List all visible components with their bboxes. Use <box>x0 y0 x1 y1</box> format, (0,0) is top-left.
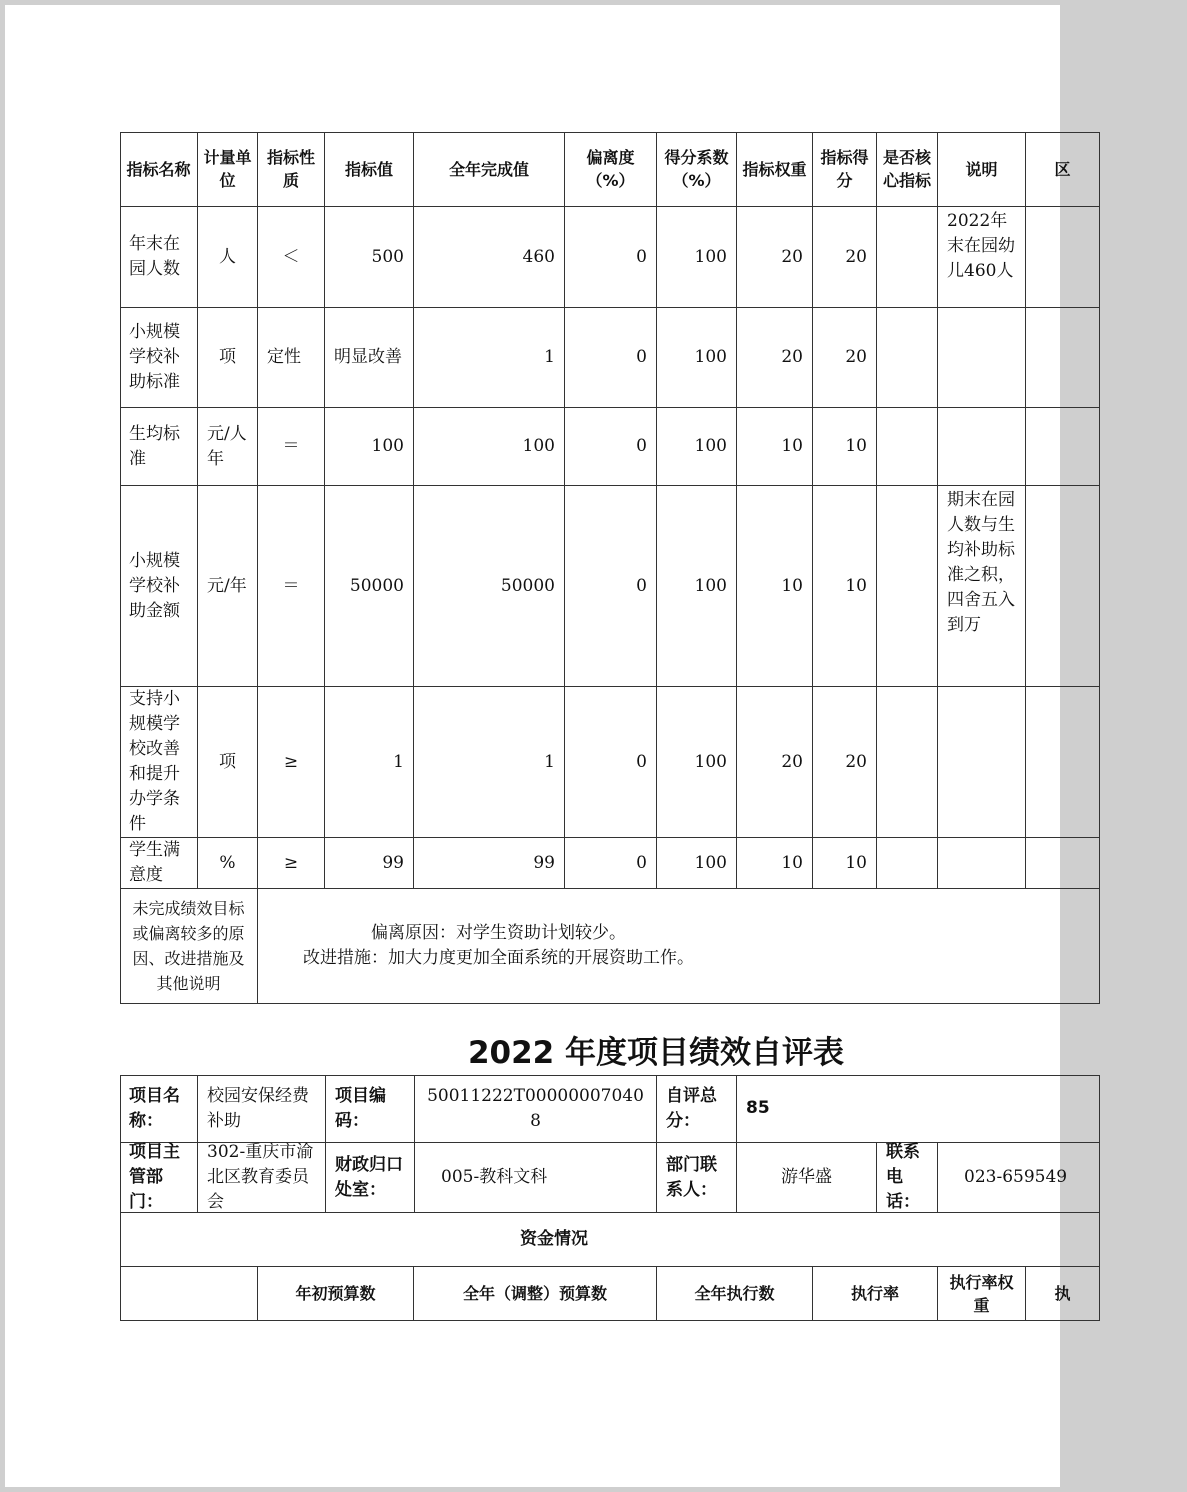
table-row-1-actual-text: 460 <box>522 246 555 267</box>
self-score-text: 85 <box>746 1098 770 1118</box>
table-row-2-unit-text: 项 <box>219 347 236 367</box>
header-weight-text: 指标权重 <box>742 159 807 179</box>
table-row-2-coef-text: 100 <box>694 347 727 367</box>
funds-header-6 <box>1026 1267 1100 1321</box>
project-code-label <box>326 1075 415 1143</box>
table-row-5-weight-text: 20 <box>781 751 803 772</box>
table-row-5-value-text: 1 <box>393 751 404 772</box>
header-target <box>325 132 414 207</box>
table-row-1-note-text: 2022年末在园幼儿460人 <box>947 211 1015 281</box>
table-row-2-nature <box>258 308 325 408</box>
table-row-1-extra <box>1026 207 1100 308</box>
header-coefficient-text: 得分系数（%） <box>664 148 729 190</box>
header-actual-text: 全年完成值 <box>448 159 529 179</box>
self-score <box>737 1075 1100 1143</box>
table-row-6-name-text: 学生满意度 <box>129 840 180 885</box>
table-row-2-coef <box>657 308 737 408</box>
table-row-3-weight <box>737 408 813 486</box>
finance <box>415 1143 657 1213</box>
table-row-4-nature <box>258 486 325 687</box>
table-row-5-unit <box>198 687 258 838</box>
table-row-5-unit-text: 项 <box>219 751 236 772</box>
table-row-3-score <box>813 408 877 486</box>
table-row-3-deviation <box>565 408 657 486</box>
funds-header-3-text: 全年执行数 <box>694 1284 775 1303</box>
table-row-5-nature <box>258 687 325 838</box>
project-code-text: 50011222T000000070408 <box>427 1085 644 1131</box>
document-page <box>5 5 1071 1487</box>
self-score-label <box>657 1075 737 1143</box>
table-row-6-score <box>813 838 877 889</box>
table-row-4-unit-text: 元/年 <box>207 575 247 596</box>
table-row-4-name <box>120 486 198 687</box>
funds-header-blank <box>120 1267 258 1321</box>
table-row-5-name-text: 支持小规模学校改善和提升办学条件 <box>129 689 180 834</box>
funds-header-4 <box>813 1267 938 1321</box>
table-row-2-value <box>325 308 414 408</box>
phone-label <box>877 1143 938 1213</box>
table-row-5-weight <box>737 687 813 838</box>
header-deviation <box>565 132 657 207</box>
project-name-text: 校园安保经费补助 <box>207 1085 309 1131</box>
table-row-5-actual <box>414 687 565 838</box>
funds-title <box>120 1213 1100 1267</box>
table-row-5-extra <box>1026 687 1100 838</box>
table-row-5-score-text: 20 <box>845 751 867 772</box>
table-row-5-coef-text: 100 <box>694 751 727 772</box>
funds-header-6-text: 执 <box>1054 1284 1071 1303</box>
phone-label-text: 联系电话： <box>886 1142 920 1212</box>
table-row-4-deviation <box>565 486 657 687</box>
header-note-text: 说明 <box>965 159 998 179</box>
header-note <box>938 132 1026 207</box>
table-row-1-core <box>877 207 938 308</box>
table-row-5-note <box>938 687 1026 838</box>
table-row-6-note <box>938 838 1026 889</box>
table-row-1-weight <box>737 207 813 308</box>
table-row-1-deviation-text: 0 <box>636 246 647 267</box>
table-row-3-name <box>120 408 198 486</box>
form-title: 2022 年度项目绩效自评表 <box>467 1035 845 1071</box>
finance-label-text: 财政归口处室： <box>335 1154 403 1200</box>
table-row-6-weight <box>737 838 813 889</box>
table-row-5-value <box>325 687 414 838</box>
header-weight <box>737 132 813 207</box>
remarks-reason: 偏离原因：对学生资助计划较少。 <box>371 923 626 943</box>
table-row-1-nature <box>258 207 325 308</box>
table-row-4-name-text: 小规模学校补助金额 <box>129 550 180 621</box>
project-name <box>198 1075 326 1143</box>
table-row-6-unit-text: % <box>219 852 236 873</box>
table-row-6-name <box>120 838 198 889</box>
table-row-1-score-text: 20 <box>845 246 867 267</box>
table-row-3-nature <box>258 408 325 486</box>
header-target-text: 指标值 <box>344 159 393 179</box>
table-row-3-nature-text: ＝ <box>282 436 300 456</box>
table-row-2-score <box>813 308 877 408</box>
header-actual <box>414 132 565 207</box>
project-name-label-text: 项目名称： <box>129 1085 180 1131</box>
table-row-2-weight <box>737 308 813 408</box>
table-row-6-coef <box>657 838 737 889</box>
table-row-6-core <box>877 838 938 889</box>
table-row-6-coef-text: 100 <box>694 852 727 873</box>
table-row-3-weight-text: 10 <box>781 436 803 456</box>
contact-label-text: 部门联系人： <box>666 1154 717 1200</box>
header-unit-text: 计量单位 <box>203 148 252 190</box>
funds-header-1-text: 年初预算数 <box>295 1284 376 1303</box>
table-row-3-value <box>325 408 414 486</box>
header-core <box>877 132 938 207</box>
table-row-2-name <box>120 308 198 408</box>
table-row-6-extra <box>1026 838 1100 889</box>
table-row-4-actual-text: 50000 <box>500 575 555 596</box>
table-row-3-extra <box>1026 408 1100 486</box>
table-row-3-coef-text: 100 <box>694 436 727 456</box>
table-row-3-score-text: 10 <box>845 436 867 456</box>
funds-header-2-text: 全年（调整）预算数 <box>462 1284 607 1303</box>
finance-text: 005-教科文科 <box>441 1167 548 1187</box>
table-row-2-weight-text: 20 <box>781 347 803 367</box>
table-row-1-unit-text: 人 <box>219 246 236 267</box>
contact <box>737 1143 877 1213</box>
table-row-3-core <box>877 408 938 486</box>
table-row-4-weight <box>737 486 813 687</box>
table-row-3-actual-text: 100 <box>522 436 555 456</box>
table-row-3-unit <box>198 408 258 486</box>
table-row-2-actual-text: 1 <box>544 347 555 367</box>
table-row-2-deviation <box>565 308 657 408</box>
table-row-1-unit <box>198 207 258 308</box>
table-row-2-extra <box>1026 308 1100 408</box>
table-row-3-unit-text: 元/人年 <box>207 423 247 469</box>
header-extra-text: 区 <box>1054 159 1071 179</box>
project-code <box>415 1075 657 1143</box>
table-row-1-score <box>813 207 877 308</box>
table-row-4-coef-text: 100 <box>694 575 727 596</box>
header-indicator-name-text: 指标名称 <box>126 159 191 179</box>
table-row-5-nature-text: ≥ <box>283 751 299 772</box>
header-core-text: 是否核心指标 <box>882 148 931 190</box>
table-row-5-deviation-text: 0 <box>636 751 647 772</box>
table-row-4-note <box>938 486 1026 687</box>
dept <box>198 1143 326 1213</box>
table-row-4-value <box>325 486 414 687</box>
dept-text: 302-重庆市渝北区教育委员会 <box>207 1142 314 1212</box>
table-row-3-deviation-text: 0 <box>636 436 647 456</box>
table-row-1-name <box>120 207 198 308</box>
table-row-1-value-text: 500 <box>371 246 404 267</box>
table-row-3-name-text: 生均标准 <box>129 423 180 469</box>
contact-text: 游华盛 <box>781 1167 832 1187</box>
table-row-6-unit <box>198 838 258 889</box>
table-row-6-deviation <box>565 838 657 889</box>
table-row-5-core <box>877 687 938 838</box>
table-row-1-weight-text: 20 <box>781 246 803 267</box>
table-row-2-score-text: 20 <box>845 347 867 367</box>
table-row-1-actual <box>414 207 565 308</box>
remarks-label-text: 未完成绩效目标或偏离较多的原因、改进措施及其他说明 <box>132 899 245 993</box>
table-row-6-actual <box>414 838 565 889</box>
table-row-6-value-text: 99 <box>382 852 404 873</box>
table-row-3-coef <box>657 408 737 486</box>
funds-header-4-text: 执行率 <box>850 1284 899 1303</box>
header-nature-text: 指标性质 <box>266 148 315 190</box>
remarks-measures: 改进措施：加大力度更加全面系统的开展资助工作。 <box>303 948 694 968</box>
contact-label <box>657 1143 737 1213</box>
project-code-label-text: 项目编码： <box>335 1085 386 1131</box>
header-unit <box>198 132 258 207</box>
table-row-6-actual-text: 99 <box>533 852 555 873</box>
phone <box>938 1143 1100 1213</box>
table-row-4-score <box>813 486 877 687</box>
header-deviation-text: 偏离度（%） <box>586 148 635 190</box>
table-row-5-coef <box>657 687 737 838</box>
funds-header-5 <box>938 1267 1026 1321</box>
table-row-2-nature-text: 定性 <box>267 347 301 367</box>
table-row-1-name-text: 年末在园人数 <box>129 234 180 279</box>
table-row-2-value-text: 明显改善 <box>334 347 402 367</box>
table-row-1-value <box>325 207 414 308</box>
table-row-4-score-text: 10 <box>845 575 867 596</box>
phone-text: 023-659549 <box>964 1167 1068 1187</box>
table-row-2-deviation-text: 0 <box>636 347 647 367</box>
table-row-4-value-text: 50000 <box>349 575 404 596</box>
table-row-6-score-text: 10 <box>845 852 867 873</box>
table-row-2-actual <box>414 308 565 408</box>
dept-label <box>120 1143 198 1213</box>
header-nature <box>258 132 325 207</box>
table-row-6-weight-text: 10 <box>781 852 803 873</box>
table-row-2-unit <box>198 308 258 408</box>
self-score-label-text: 自评总分： <box>666 1085 717 1131</box>
finance-label <box>326 1143 415 1213</box>
table-row-6-deviation-text: 0 <box>636 852 647 873</box>
table-row-4-note-text: 期末在园人数与生均补助标准之积，四舍五入到万 <box>947 490 1015 635</box>
table-row-4-unit <box>198 486 258 687</box>
funds-title-text: 资金情况 <box>520 1229 588 1249</box>
table-row-4-deviation-text: 0 <box>636 575 647 596</box>
project-name-label <box>120 1075 198 1143</box>
funds-header-5-text: 执行率权重 <box>949 1272 1014 1315</box>
header-score <box>813 132 877 207</box>
table-row-2-name-text: 小规模学校补助标准 <box>129 322 180 392</box>
dept-label-text: 项目主管部门： <box>129 1142 180 1212</box>
header-indicator-name <box>120 132 198 207</box>
table-row-3-value-text: 100 <box>371 436 404 456</box>
table-row-4-weight-text: 10 <box>781 575 803 596</box>
table-row-5-actual-text: 1 <box>544 751 555 772</box>
table-row-1-coef-text: 100 <box>694 246 727 267</box>
table-row-4-coef <box>657 486 737 687</box>
table-row-1-deviation <box>565 207 657 308</box>
table-row-6-nature-text: ≥ <box>283 852 299 873</box>
table-row-2-note <box>938 308 1026 408</box>
funds-header-1 <box>258 1267 414 1321</box>
table-row-1-note <box>938 207 1026 308</box>
remarks-content <box>258 889 1100 1004</box>
table-row-5-deviation <box>565 687 657 838</box>
remarks-label <box>120 889 258 1004</box>
table-row-4-nature-text: ＝ <box>282 575 300 596</box>
header-extra <box>1026 132 1100 207</box>
table-row-5-name <box>120 687 198 838</box>
funds-header-3 <box>657 1267 813 1321</box>
header-coefficient <box>657 132 737 207</box>
table-row-2-core <box>877 308 938 408</box>
table-row-3-actual <box>414 408 565 486</box>
table-row-3-note <box>938 408 1026 486</box>
header-score-text: 指标得分 <box>820 148 869 190</box>
table-row-6-nature <box>258 838 325 889</box>
table-row-6-value <box>325 838 414 889</box>
table-row-1-nature-text: ＜ <box>282 246 300 267</box>
funds-header-2 <box>414 1267 657 1321</box>
table-row-5-score <box>813 687 877 838</box>
table-row-4-actual <box>414 486 565 687</box>
table-row-4-extra <box>1026 486 1100 687</box>
table-row-1-coef <box>657 207 737 308</box>
table-row-4-core <box>877 486 938 687</box>
